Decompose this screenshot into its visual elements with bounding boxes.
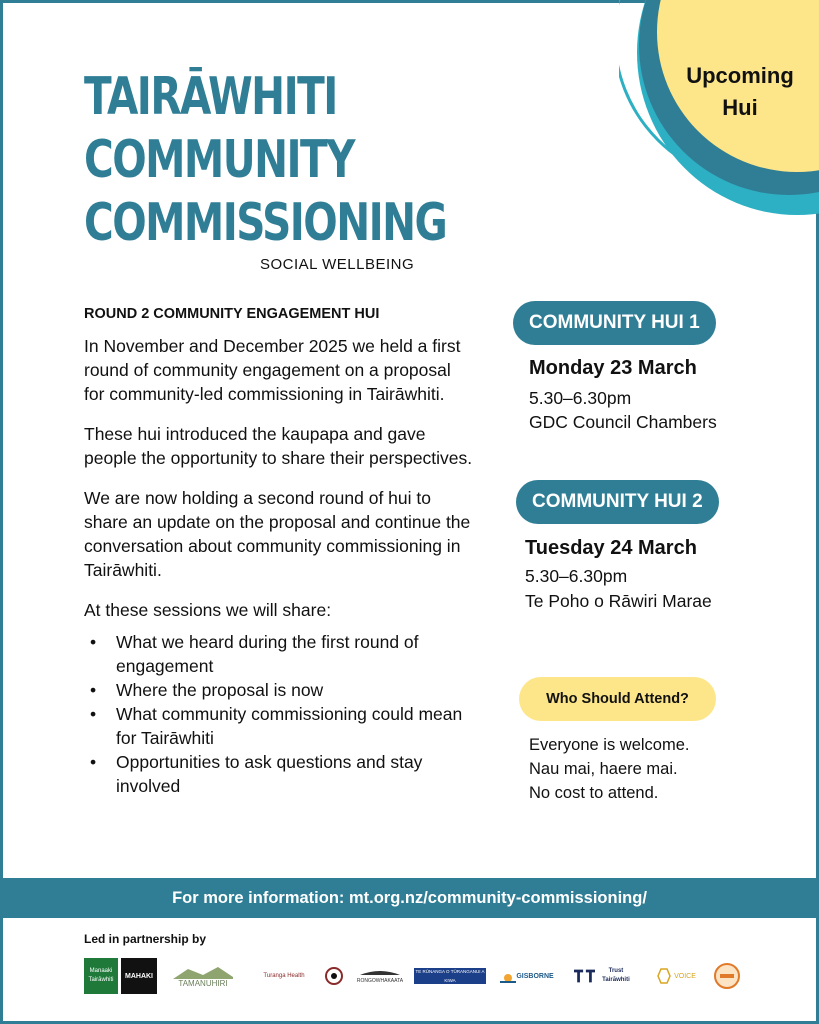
list-item: • What community commissioning could mean for Tairāwhiti	[84, 702, 474, 750]
upcoming-hui-badge	[675, 60, 805, 124]
te-runanga-logo: TE RŪNANGA O TŪRANGANUI A KIWA	[415, 969, 485, 983]
title-line1: TAIRĀWHITI	[84, 67, 337, 127]
hui2-venue: Te Poho o Rāwiri Marae	[525, 591, 712, 611]
hui2-time: 5.30–6.30pm	[525, 566, 628, 586]
attend-line: No cost to attend.	[529, 784, 659, 802]
who-should-attend-pill: Who Should Attend?	[519, 677, 716, 721]
tairawhiti-community-voice-logo: VOICE	[646, 958, 706, 994]
round-badge-logo	[712, 958, 742, 994]
more-info-banner[interactable]: For more information: mt.org.nz/community-commissioning/	[3, 878, 816, 918]
badge-line2: Hui	[722, 95, 758, 120]
hui1-label-pill: COMMUNITY HUI 1	[513, 301, 716, 345]
hui1-time: 5.30–6.30pm	[529, 388, 632, 408]
hui1-day: Monday 23 March	[529, 357, 697, 379]
list-item: • What we heard during the first round of engagement	[84, 630, 474, 678]
manaaki-tairawhiti-logo: Manaaki Tairāwhiti	[84, 958, 118, 994]
turanga-health-logo: Turanga Health	[263, 972, 305, 979]
list-item: • Opportunities to ask questions and stay involved	[84, 750, 474, 798]
badge-line1: Upcoming	[686, 63, 794, 88]
tt-icon	[574, 969, 596, 983]
intro-paragraph: These hui introduced the kaupapa and gave people the opportunity to share their perspectives.	[84, 424, 473, 468]
intro-heading: ROUND 2 COMMUNITY ENGAGEMENT HUI	[84, 306, 380, 322]
intro-section	[84, 306, 474, 798]
mahaki-logo: MAHAKI	[121, 958, 157, 994]
page-subtitle: SOCIAL WELLBEING	[260, 256, 415, 273]
waka-icon	[360, 967, 400, 977]
hui2-day: Tuesday 24 March	[525, 537, 697, 559]
share-list	[84, 630, 474, 798]
partners-label: Led in partnership by	[84, 932, 207, 946]
page-title	[84, 66, 446, 255]
list-item: • Where the proposal is now	[84, 678, 474, 702]
partner-logos	[84, 958, 744, 998]
rongowhakaata-logo: RONGOWHAKAATA	[350, 958, 410, 994]
turanga-health-emblem-icon	[324, 958, 344, 994]
intro-paragraph: We are now holding a second round of hui to share an update on the proposal and continue the conversation about community commissioning in Tairāwhiti.	[84, 488, 471, 580]
gisborne-district-council-logo: GISBORNE	[492, 958, 562, 994]
sun-icon	[500, 968, 516, 984]
intro-paragraph: At these sessions we will share:	[84, 600, 332, 620]
trust-tairawhiti-logo: Trust Tairāwhiti	[574, 958, 636, 994]
hui1-venue: GDC Council Chambers	[529, 412, 717, 432]
attend-line: Nau mai, haere mai.	[529, 760, 678, 778]
attend-line: Everyone is welcome.	[529, 736, 690, 754]
hui2-label-pill: COMMUNITY HUI 2	[516, 480, 719, 524]
title-line2: COMMUNITY	[84, 130, 354, 190]
attend-details	[529, 733, 689, 805]
hills-icon	[173, 965, 233, 979]
intro-paragraph: In November and December 2025 we held a first round of community engagement on a proposal for community-led commissioning in Tairāwhiti.	[84, 336, 461, 404]
tamanuhiri-logo: TAMANUHIRI	[168, 958, 238, 994]
title-line3: COMMISSIONING	[84, 193, 447, 253]
hexagon-icon	[656, 968, 674, 984]
